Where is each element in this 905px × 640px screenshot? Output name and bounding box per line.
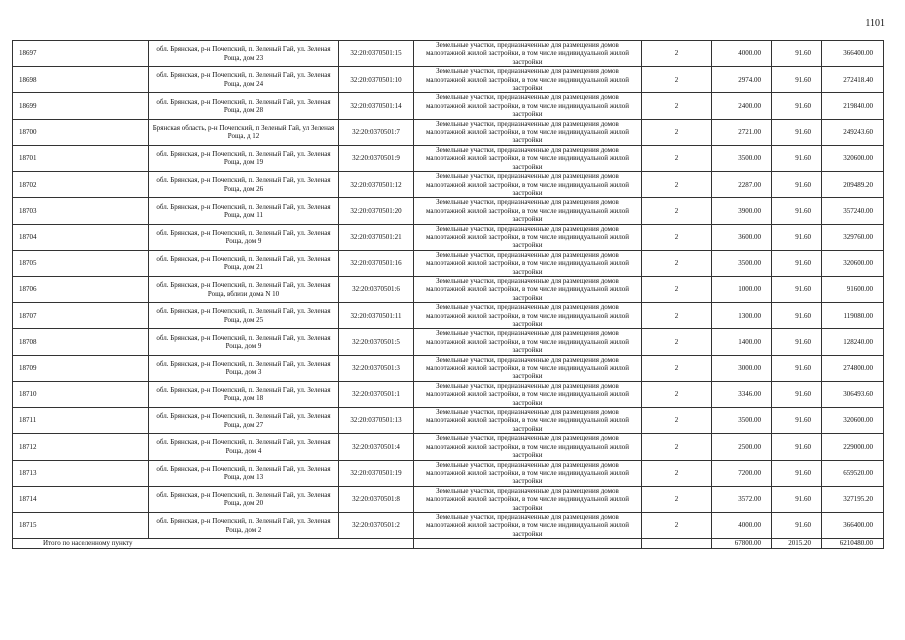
purpose-cell: Земельные участки, предназначенные для размещения домов малоэтажной жилой застройки, в том числе индивидуальной жилой застройки bbox=[414, 41, 642, 67]
table-row bbox=[13, 329, 884, 355]
category-cell: 2 bbox=[642, 355, 712, 381]
purpose-cell: Земельные участки, предназначенные для размещения домов малоэтажной жилой застройки, в том числе индивидуальной жилой застройки bbox=[414, 224, 642, 250]
cost-cell: 249243.60 bbox=[822, 119, 884, 145]
cadastral-number-cell: 32:20:0370501:5 bbox=[339, 329, 414, 355]
address-cell: обл. Брянская, р-н Почепский, п. Зеленый Гай, ул. Зеленая Роща, дом 2 bbox=[149, 512, 339, 538]
address-cell: обл. Брянская, р-н Почепский, п. Зеленый Гай, ул. Зеленая Роща, дом 25 bbox=[149, 303, 339, 329]
table-row bbox=[13, 276, 884, 302]
cost-cell: 209489.20 bbox=[822, 172, 884, 198]
table-row bbox=[13, 408, 884, 434]
category-cell: 2 bbox=[642, 303, 712, 329]
category-cell: 2 bbox=[642, 381, 712, 407]
row-number: 18710 bbox=[13, 381, 149, 407]
address-cell: обл. Брянская, р-н Почепский, п. Зеленый Гай, ул. Зеленая Роща, дом 13 bbox=[149, 460, 339, 486]
cadastral-number-cell: 32:20:0370501:2 bbox=[339, 512, 414, 538]
category-cell: 2 bbox=[642, 329, 712, 355]
address-cell: обл. Брянская, р-н Почепский, п. Зеленый Гай, ул. Зеленая Роща, дом 4 bbox=[149, 434, 339, 460]
total-empty-cell bbox=[414, 539, 642, 549]
area-cell: 3500.00 bbox=[712, 145, 772, 171]
area-cell: 1400.00 bbox=[712, 329, 772, 355]
total-cost: 6210480.00 bbox=[822, 539, 884, 549]
address-cell: Брянская область, р-н Почепский, п Зеленый Гай, ул Зеленая Роща, д 12 bbox=[149, 119, 339, 145]
purpose-cell: Земельные участки, предназначенные для размещения домов малоэтажной жилой застройки, в том числе индивидуальной жилой застройки bbox=[414, 329, 642, 355]
table-row bbox=[13, 486, 884, 512]
table-row bbox=[13, 512, 884, 538]
rate-cell: 91.60 bbox=[772, 381, 822, 407]
table-row bbox=[13, 434, 884, 460]
rate-cell: 91.60 bbox=[772, 41, 822, 67]
purpose-cell: Земельные участки, предназначенные для размещения домов малоэтажной жилой застройки, в том числе индивидуальной жилой застройки bbox=[414, 172, 642, 198]
table-row bbox=[13, 172, 884, 198]
cost-cell: 219840.00 bbox=[822, 93, 884, 119]
rate-cell: 91.60 bbox=[772, 329, 822, 355]
rate-cell: 91.60 bbox=[772, 67, 822, 93]
row-number: 18711 bbox=[13, 408, 149, 434]
area-cell: 1300.00 bbox=[712, 303, 772, 329]
rate-cell: 91.60 bbox=[772, 434, 822, 460]
purpose-cell: Земельные участки, предназначенные для размещения домов малоэтажной жилой застройки, в том числе индивидуальной жилой застройки bbox=[414, 198, 642, 224]
cadastral-number-cell: 32:20:0370501:4 bbox=[339, 434, 414, 460]
cadastral-number-cell: 32:20:0370501:16 bbox=[339, 250, 414, 276]
cadastral-number-cell: 32:20:0370501:11 bbox=[339, 303, 414, 329]
cadastral-number-cell: 32:20:0370501:3 bbox=[339, 355, 414, 381]
table-body bbox=[13, 41, 884, 539]
table-row bbox=[13, 41, 884, 67]
cost-cell: 320600.00 bbox=[822, 145, 884, 171]
area-cell: 3572.00 bbox=[712, 486, 772, 512]
table-row bbox=[13, 460, 884, 486]
rate-cell: 91.60 bbox=[772, 250, 822, 276]
cost-cell: 329760.00 bbox=[822, 224, 884, 250]
cost-cell: 320600.00 bbox=[822, 250, 884, 276]
category-cell: 2 bbox=[642, 41, 712, 67]
row-number: 18701 bbox=[13, 145, 149, 171]
cadastral-number-cell: 32:20:0370501:19 bbox=[339, 460, 414, 486]
row-number: 18708 bbox=[13, 329, 149, 355]
rate-cell: 91.60 bbox=[772, 145, 822, 171]
rate-cell: 91.60 bbox=[772, 408, 822, 434]
page-number: 1101 bbox=[865, 18, 885, 29]
table-row bbox=[13, 224, 884, 250]
total-area: 67800.00 bbox=[712, 539, 772, 549]
area-cell: 1000.00 bbox=[712, 276, 772, 302]
cadastral-number-cell: 32:20:0370501:15 bbox=[339, 41, 414, 67]
address-cell: обл. Брянская, р-н Почепский, п. Зеленый Гай, ул. Зеленая Роща, дом 28 bbox=[149, 93, 339, 119]
rate-cell: 91.60 bbox=[772, 224, 822, 250]
purpose-cell: Земельные участки, предназначенные для размещения домов малоэтажной жилой застройки, в том числе индивидуальной жилой застройки bbox=[414, 119, 642, 145]
table-row bbox=[13, 303, 884, 329]
rate-cell: 91.60 bbox=[772, 486, 822, 512]
rate-cell: 91.60 bbox=[772, 303, 822, 329]
table-row bbox=[13, 145, 884, 171]
category-cell: 2 bbox=[642, 67, 712, 93]
table-row bbox=[13, 67, 884, 93]
purpose-cell: Земельные участки, предназначенные для размещения домов малоэтажной жилой застройки, в том числе индивидуальной жилой застройки bbox=[414, 381, 642, 407]
area-cell: 3000.00 bbox=[712, 355, 772, 381]
cadastral-number-cell: 32:20:0370501:7 bbox=[339, 119, 414, 145]
purpose-cell: Земельные участки, предназначенные для размещения домов малоэтажной жилой застройки, в том числе индивидуальной жилой застройки bbox=[414, 460, 642, 486]
cadastral-number-cell: 32:20:0370501:8 bbox=[339, 486, 414, 512]
row-number: 18704 bbox=[13, 224, 149, 250]
purpose-cell: Земельные участки, предназначенные для размещения домов малоэтажной жилой застройки, в том числе индивидуальной жилой застройки bbox=[414, 67, 642, 93]
total-rate: 2015.20 bbox=[772, 539, 822, 549]
area-cell: 3346.00 bbox=[712, 381, 772, 407]
address-cell: обл. Брянская, р-н Почепский, п. Зеленый Гай, ул. Зеленая Роща, дом 19 bbox=[149, 145, 339, 171]
rate-cell: 91.60 bbox=[772, 460, 822, 486]
area-cell: 2974.00 bbox=[712, 67, 772, 93]
purpose-cell: Земельные участки, предназначенные для размещения домов малоэтажной жилой застройки, в том числе индивидуальной жилой застройки bbox=[414, 250, 642, 276]
row-number: 18698 bbox=[13, 67, 149, 93]
table-row bbox=[13, 250, 884, 276]
address-cell: обл. Брянская, р-н Почепский, п. Зеленый Гай, ул. Зеленая Роща, дом 23 bbox=[149, 41, 339, 67]
row-number: 18702 bbox=[13, 172, 149, 198]
cost-cell: 357240.00 bbox=[822, 198, 884, 224]
cost-cell: 229000.00 bbox=[822, 434, 884, 460]
address-cell: обл. Брянская, р-н Почепский, п. Зеленый Гай, ул. Зеленая Роща, дом 3 bbox=[149, 355, 339, 381]
address-cell: обл. Брянская, р-н Почепский, п. Зеленый Гай, ул. Зеленая Роща, дом 21 bbox=[149, 250, 339, 276]
cost-cell: 274800.00 bbox=[822, 355, 884, 381]
cost-cell: 128240.00 bbox=[822, 329, 884, 355]
category-cell: 2 bbox=[642, 276, 712, 302]
category-cell: 2 bbox=[642, 172, 712, 198]
row-number: 18705 bbox=[13, 250, 149, 276]
row-number: 18697 bbox=[13, 41, 149, 67]
row-number: 18699 bbox=[13, 93, 149, 119]
purpose-cell: Земельные участки, предназначенные для размещения домов малоэтажной жилой застройки, в том числе индивидуальной жилой застройки bbox=[414, 486, 642, 512]
address-cell: обл. Брянская, р-н Почепский, п. Зеленый Гай, ул. Зеленая Роща, дом 9 bbox=[149, 224, 339, 250]
category-cell: 2 bbox=[642, 460, 712, 486]
area-cell: 2287.00 bbox=[712, 172, 772, 198]
total-empty-cell bbox=[642, 539, 712, 549]
table-row bbox=[13, 93, 884, 119]
area-cell: 3600.00 bbox=[712, 224, 772, 250]
address-cell: обл. Брянская, р-н Почепский, п. Зеленый Гай, ул. Зеленая Роща, дом 9 bbox=[149, 329, 339, 355]
row-number: 18712 bbox=[13, 434, 149, 460]
cadastral-number-cell: 32:20:0370501:13 bbox=[339, 408, 414, 434]
address-cell: обл. Брянская, р-н Почепский, п. Зеленый Гай, ул. Зеленая Роща, дом 11 bbox=[149, 198, 339, 224]
category-cell: 2 bbox=[642, 434, 712, 460]
rate-cell: 91.60 bbox=[772, 93, 822, 119]
total-label: Итого по населенному пункту bbox=[13, 539, 414, 549]
cost-cell: 306493.60 bbox=[822, 381, 884, 407]
rate-cell: 91.60 bbox=[772, 198, 822, 224]
cadastral-value-table bbox=[12, 40, 884, 549]
purpose-cell: Земельные участки, предназначенные для размещения домов малоэтажной жилой застройки, в том числе индивидуальной жилой застройки bbox=[414, 276, 642, 302]
purpose-cell: Земельные участки, предназначенные для размещения домов малоэтажной жилой застройки, в том числе индивидуальной жилой застройки bbox=[414, 512, 642, 538]
row-number: 18707 bbox=[13, 303, 149, 329]
rate-cell: 91.60 bbox=[772, 276, 822, 302]
category-cell: 2 bbox=[642, 145, 712, 171]
category-cell: 2 bbox=[642, 93, 712, 119]
address-cell: обл. Брянская, р-н Почепский, п. Зеленый Гай, ул. Зеленая Роща, дом 18 bbox=[149, 381, 339, 407]
cadastral-number-cell: 32:20:0370501:9 bbox=[339, 145, 414, 171]
row-number: 18714 bbox=[13, 486, 149, 512]
category-cell: 2 bbox=[642, 408, 712, 434]
category-cell: 2 bbox=[642, 250, 712, 276]
address-cell: обл. Брянская, р-н Почепский, п. Зеленый Гай, ул. Зеленая Роща, вблизи дома N 10 bbox=[149, 276, 339, 302]
area-cell: 4000.00 bbox=[712, 512, 772, 538]
row-number: 18706 bbox=[13, 276, 149, 302]
cost-cell: 366400.00 bbox=[822, 512, 884, 538]
cadastral-number-cell: 32:20:0370501:12 bbox=[339, 172, 414, 198]
table-row bbox=[13, 198, 884, 224]
table-row bbox=[13, 381, 884, 407]
area-cell: 3500.00 bbox=[712, 408, 772, 434]
cadastral-number-cell: 32:20:0370501:14 bbox=[339, 93, 414, 119]
area-cell: 3900.00 bbox=[712, 198, 772, 224]
cadastral-number-cell: 32:20:0370501:1 bbox=[339, 381, 414, 407]
purpose-cell: Земельные участки, предназначенные для размещения домов малоэтажной жилой застройки, в том числе индивидуальной жилой застройки bbox=[414, 355, 642, 381]
cost-cell: 366400.00 bbox=[822, 41, 884, 67]
category-cell: 2 bbox=[642, 119, 712, 145]
cadastral-number-cell: 32:20:0370501:10 bbox=[339, 67, 414, 93]
category-cell: 2 bbox=[642, 512, 712, 538]
table-row bbox=[13, 355, 884, 381]
purpose-cell: Земельные участки, предназначенные для размещения домов малоэтажной жилой застройки, в том числе индивидуальной жилой застройки bbox=[414, 93, 642, 119]
row-number: 18715 bbox=[13, 512, 149, 538]
total-row bbox=[13, 539, 884, 549]
area-cell: 3500.00 bbox=[712, 250, 772, 276]
cadastral-number-cell: 32:20:0370501:21 bbox=[339, 224, 414, 250]
rate-cell: 91.60 bbox=[772, 172, 822, 198]
address-cell: обл. Брянская, р-н Почепский, п. Зеленый Гай, ул. Зеленая Роща, дом 27 bbox=[149, 408, 339, 434]
address-cell: обл. Брянская, р-н Почепский, п. Зеленый Гай, ул. Зеленая Роща, дом 24 bbox=[149, 67, 339, 93]
category-cell: 2 bbox=[642, 224, 712, 250]
category-cell: 2 bbox=[642, 486, 712, 512]
rate-cell: 91.60 bbox=[772, 119, 822, 145]
address-cell: обл. Брянская, р-н Почепский, п. Зеленый Гай, ул. Зеленая Роща, дом 20 bbox=[149, 486, 339, 512]
area-cell: 2400.00 bbox=[712, 93, 772, 119]
row-number: 18713 bbox=[13, 460, 149, 486]
cadastral-number-cell: 32:20:0370501:20 bbox=[339, 198, 414, 224]
cost-cell: 272418.40 bbox=[822, 67, 884, 93]
row-number: 18709 bbox=[13, 355, 149, 381]
cost-cell: 320600.00 bbox=[822, 408, 884, 434]
purpose-cell: Земельные участки, предназначенные для размещения домов малоэтажной жилой застройки, в том числе индивидуальной жилой застройки bbox=[414, 434, 642, 460]
rate-cell: 91.60 bbox=[772, 512, 822, 538]
cost-cell: 327195.20 bbox=[822, 486, 884, 512]
area-cell: 2721.00 bbox=[712, 119, 772, 145]
purpose-cell: Земельные участки, предназначенные для размещения домов малоэтажной жилой застройки, в том числе индивидуальной жилой застройки bbox=[414, 145, 642, 171]
purpose-cell: Земельные участки, предназначенные для размещения домов малоэтажной жилой застройки, в том числе индивидуальной жилой застройки bbox=[414, 408, 642, 434]
row-number: 18703 bbox=[13, 198, 149, 224]
table-row bbox=[13, 119, 884, 145]
area-cell: 4000.00 bbox=[712, 41, 772, 67]
cost-cell: 659520.00 bbox=[822, 460, 884, 486]
cost-cell: 119080.00 bbox=[822, 303, 884, 329]
cost-cell: 91600.00 bbox=[822, 276, 884, 302]
cadastral-number-cell: 32:20:0370501:6 bbox=[339, 276, 414, 302]
address-cell: обл. Брянская, р-н Почепский, п. Зеленый Гай, ул. Зеленая Роща, дом 26 bbox=[149, 172, 339, 198]
category-cell: 2 bbox=[642, 198, 712, 224]
rate-cell: 91.60 bbox=[772, 355, 822, 381]
row-number: 18700 bbox=[13, 119, 149, 145]
area-cell: 7200.00 bbox=[712, 460, 772, 486]
purpose-cell: Земельные участки, предназначенные для размещения домов малоэтажной жилой застройки, в том числе индивидуальной жилой застройки bbox=[414, 303, 642, 329]
area-cell: 2500.00 bbox=[712, 434, 772, 460]
